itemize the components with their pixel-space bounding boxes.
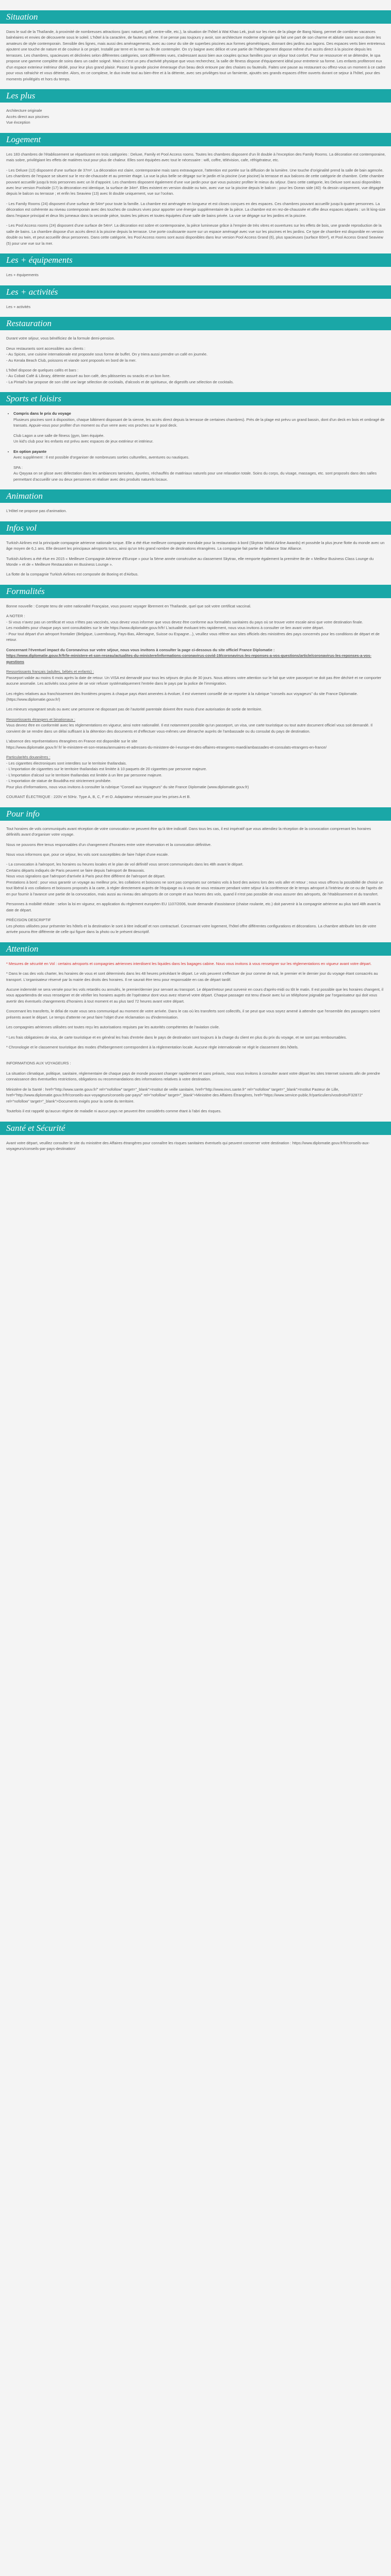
pourinfo-paragraph: PRÉCISION DESCRIPTIF	[6, 918, 51, 923]
activites-line: Les + activités	[6, 304, 31, 309]
section-infosvol	[0, 521, 391, 578]
restauration-line: L'hôtel dispose de quelques cafés et bars :	[6, 368, 78, 372]
section-body-lesplus	[0, 108, 391, 125]
infos-voyageurs-links[interactable]: Ministère de la Santé : href="http://www.sante.gouv.fr/" rel="nofollow" target="_blank">Institut de veille sanitaire, href="http://www.invs.sante.fr" rel="nofollow" target="_blank">Institut Pasteur de Lille, href="http://www.diplomatie.gouv.fr/fr/conseils-aux-voyageurs/conseils-par-pays/" rel="nofollow" target="_blank">Ministère des Affaires Étrangères, href="https://www.service-public.fr/particuliers/vosdroits/F32872" rel="nofollow" target="_blank">Documents exigés pour la sortie du territoire.	[6, 1087, 363, 1104]
section-title-activites: Les + activités	[0, 285, 391, 299]
pourinfo-paragraph: Les photos utilisées pour présenter les hôtels et la destination le sont à titre indicatif et non contractuel. Concernant votre logement, l'hôtel offre différentes configurations et décorations. La chambre attribuée lors de votre arrivée pourra être différente de celle qui figure dans la photo ou le présent descriptif.	[6, 923, 377, 935]
restauration-line: - Au Kerala Beach Club, poissons et viande sont proposés en bord de la mer.	[6, 358, 137, 363]
lesplus-line: Vue éxception	[6, 120, 30, 125]
animation-paragraph: L'Hôtel ne propose pas d'animation.	[6, 509, 67, 514]
formalites-paragraph: - Pour tout départ d'un aéroport frontalier (Belgique, Luxembourg, Pays-Bas, Allemagne, Suisse ou Espagne...), veuillez vous référer aux sites officiels des ministères des pays concernés pour les conditions de départ et de retour.	[6, 631, 380, 642]
section-activites	[0, 285, 391, 310]
sports-list	[6, 411, 386, 482]
section-body-formalites	[0, 603, 391, 800]
attention-paragraph: * Dans le cas des vols charter, les horaires de vous et sont déterminés dans les 48 heures précédant le départ. Le vols peuvent s'effectuer de jour comme de nuit, le premier et le dernier jour du voyage étant consacrés au transport. L'organisateur réservé par la mairie des droits des horaires. Il ne saurait être tenu pour responsable en cas de départ tardif.	[6, 971, 378, 982]
sports-item-included	[13, 411, 386, 444]
section-sante	[0, 1122, 391, 1152]
section-title-equipements: Les + équipements	[0, 253, 391, 267]
section-body-sante	[0, 1140, 391, 1152]
section-title-infosvol: Infos vol	[0, 521, 391, 535]
formalites-paragraph: - Si vous n'avez pas un certificat et vous n'êtes pas vaccinés, vous devez vous informer que vous devez être conforme aux formalités sanitaires du pays où se trouve votre escale ainsi que votre destination finale.	[6, 619, 363, 624]
section-title-lesplus: Les plus	[0, 89, 391, 103]
section-attention	[0, 942, 391, 1114]
sports-item-extra: SPA :	[13, 465, 23, 470]
section-pourinfo	[0, 807, 391, 935]
attention-paragraph: * Mesures de sécurité en Vol : certains aéroports et compagnies aériennes interdisent les liquides dans les bagages cabine. Nous vous invitons à vous renseigner sur les réglementations en vigueur avant votre départ.	[6, 961, 372, 966]
logement-paragraph: - Les Family Rooms (24) disposent d'une surface de 54m² pour toute la famille. La chambre est aménagée en longueur et est closes conçues en des espaces. Ces chambres pouvant accueillir jusqu'à quatre personnes. La décoration est cohérente au niveau contemporain avec des touches de couleurs vives pour apporter une énergie supplémentaire de la pièce. La chambre est en rez-de-chaussée et offre deux espaces séparés : un lit king-size dans l'espace principal et deux lits jumeaux dans la seconde pièce, toutes les pièces et toutes équipées d'une salle de bains privée. La vue se dégage sur les jardins et la piscine.	[6, 201, 386, 218]
formalites-paragraph: L'absence des représentations étrangères en France est disponible sur le site	[6, 739, 138, 744]
restauration-paragraph: Durant votre séjour, vous bénéficiez de la formule demi-pension.	[6, 336, 115, 341]
sports-item-extra: Au Qayyaa on se glisse avec délectation dans les ambiances tamisées, épurées, réchauffés de matériaux naturels pour une relaxation totale. Soins du corps, du visage, massages, etc. sont proposés dans des salles permettant d'accueillir une ou deux personnes et réaliser avec des produits naturels locaux.	[13, 471, 377, 482]
infos-voyageurs-paragraph: La situation climatique, politique, sanitaire, réglementaire de chaque pays de monde pouvant changer rapidement et sans préavis, nous vous invitons à consulter avant votre départ les sites Internet suivants afin de prendre connaissance des éventuelles restrictions, obligations ou recommandations des informations relatives à votre destination.	[6, 1071, 380, 1082]
section-body-logement	[0, 151, 391, 247]
section-body-pourinfo	[0, 826, 391, 935]
formalites-paragraph: - L'importation de cigarettes sur le territoire thaïlandais est limitée à 10 paquets de 20 cigarettes par personne majeure.	[6, 767, 207, 772]
sante-paragraph: Avant votre départ, veuillez consulter le site du ministère des Affaires étrangères pour connaître les risques sanitaires éventuels qui peuvent concerner votre destination : https://www.diplomatie.gouv.fr/fr/conseils-aux-voyageurs/conseils-par-pays-destination/	[6, 1140, 370, 1151]
logement-paragraph: Les 183 chambres de l'établissement se répartissent en trois catégories : Deluxe, Family et Pool Access rooms. Toutes les chambres disposent d'un lit double à l'exception des Family Rooms. La décoration est contemporaine, mais sobre, privilégiant les effets de matières tout pour plus de chaleur. Elles sont équipées avec tout le nécessaire : wifi, coffre, télévision, cafe, réfrigérateur, etc.	[6, 151, 386, 163]
infos-voyageurs-label: INFORMATIONS AUX VOYAGEURS :	[6, 1061, 71, 1066]
page	[0, 0, 391, 1151]
section-title-sports: Sports et loisirs	[0, 392, 391, 405]
section-title-pourinfo: Pour info	[0, 807, 391, 821]
attention-paragraph: Les compagnies aériennes utilisées ont toutes reçu les autorisations requises par les autorités compétentes de l'aviation civile.	[6, 1025, 220, 1030]
situation-paragraph: Dans le sud de la Thaïlande, à proximité de nombreuses attractions (parc naturel, golf, centre-ville, etc.), la situation de l'hôtel à Wat Khao Lek, jouit sur les rives de la plage de Bang Niang, permet de combiner vacances balnéaires et envies de découverte sous le soleil. L'hôtel à la caractère, de fauteurs même. Il se pense pas toujours y avoir, son architecture moderne originale qui fait une part de son charme et ablutie sans aucun doute les amateurs de style contemporain. Sensible des lignes, mais aussi des aménagements, avec au coeur du site de superbes piscines aux formes géométriques, donnant des jardins aux lagons. Des espaces verts bien entretenus ajoutent une touche de nature et de couleur à ce projet. Installé par terre et la mer au fin de contempler. On s'y baigne avec délice et une partie de l'hébergement dispose même d'un accès direct à la piscine depuis les terrasses. Les chambres, spacieuses et déclinées selon différentes catégories, sont différentes vues, s'adressant aussi bien aux couples qu'aux familles pour un séjour tout confort. Pour se ressourcer et se détendre, le spa propose une gamme complète de soins dans un cadre soigné. Mais si c'est un peu d'activité physique que vous recherchez, la salle de fitness dispose d'équipement idéal pour entretenir sa forme. Les enfants profiteront eux d'un espace exterieur intérieur dédié, pour leur plus grand plaisir. Passez la grande piscine émerauge d'un beau deck entoure par des chaises ou fauteuils. Faites une pause au restaurant ou offrez-vous un moment à ce cadre pour vous rafraichir et vous détendre. Alors, en ce complexe, le duo invite tout au bien-être et à la détente, avec ses privilèges tout un farniente, ajoutés ses grands espaces d'être ouverts durant ce sejour à l'hôtel, pour des moments privilégiés et hors du temps.	[6, 29, 386, 81]
infosvol-paragraph: Turkish Airlines est la principale compagnie aérienne nationale turque. Elle a été élue meilleure compagnie mondiale pour la restauration à bord (Skytrax World Airline Awards) et possède la plus jeune flotte du monde avec un âge moyen de 6,1 ans. Elle dessert les principaux aéroports turcs, ainsi qu'un très grand nombre de destinations étrangères. La compagnie fait partie de l'alliance Star Alliance.	[6, 540, 385, 551]
sports-item-extra: Un kid's club pour les enfants est prévu avec espaces de jeux extérieur et intérieur.	[13, 439, 154, 444]
sports-item-text: Plusieurs piscines sont à disposition, chaque bâtiment disposant de la sienne, les accès direct depuis la terrasse de certaines chambres). Près de la plage est prévu un grand bassin, dont d'un deck en bois et ombragé de transats. Appuie-vous pour profiter d'un moment ou d'un verre avec vos proches sur le pool deck.	[13, 417, 385, 428]
formalites-paragraph: Passeport valide au moins 6 mois après la date de retour. Un VISA est demandé pour tous les séjours de plus de 30 jours. Nous attirons votre attention sur le fait que votre passeport ne doit pas être déchiré et ne comporter aucune anomalie. Les activités sous peine de se voir refuser systématiquement l'entrée dans le pays par la police de l'immigration.	[6, 675, 382, 686]
sports-item-extra: Club Lagon a une salle de fitness (gym, bien équipée.	[13, 433, 105, 438]
section-body-equipements	[0, 272, 391, 278]
attention-paragraph: * Les frais obligatoires de visa, de carte touristique et en général les frais d'entrée dans le pays de destination sont toujours à la charge du client en plus du prix du voyage, et ne sont pas remboursables.	[6, 1035, 347, 1040]
formalites-paragraph: Les règles relatives aux franchissement des frontières propres à chaque pays étant amenées à évoluer, il est vivement conseillé de se reporter à la rubrique "conseils aux voyageurs" du site France Diplomatie. (https://www.diplomatie.gouv.fr/)	[6, 691, 358, 702]
section-formalites	[0, 585, 391, 800]
section-body-situation	[0, 29, 391, 82]
section-body-sports	[0, 411, 391, 482]
attention-paragraph: Concernant les transferts, le délai de route vous sera communiqué au moment de votre arrivée. Dans le cas où les transferts sont collectifs, il se peut que vous soyez amené à attendre que l'ensemble des passagers soient présents avant le départ. Le temps d'attente ne peut faire l'objet d'une réclamation ou d'indemnisation.	[6, 1009, 380, 1020]
restauration-line: - La Pintail's bar propose de son côté une large sélection de cocktails, d'alcools et de spiritueux, de digestifs une sélection de cocktails.	[6, 379, 234, 384]
section-restauration	[0, 317, 391, 385]
formalites-paragraph: - Les cigarettes électroniques sont interdites sur le territoire thaïlandais.	[6, 760, 127, 766]
attention-paragraph: * Chronologie et le classement touristique des modes d'hébergement correspondent à la réglementation locale. Aucune règle internationale ne régit le classement des hôtels.	[6, 1045, 299, 1050]
formalites-paragraph: A NOTER :	[6, 614, 25, 619]
formalites-subheading: Ressortissants étrangers et binationaux :	[6, 717, 75, 722]
sports-item-heading: En option payante	[13, 449, 47, 454]
infosvol-paragraph: Turkish Airlines a été élue en 2015 « Meilleure Compagnie Aérienne d'Europe » pour la 5ème année consécutive au classement Skytrax, elle remporte également la première 8e de « Meilleur Business Class Lounge du Monde » et de « Meilleure Restauration en Business Lounge ».	[6, 556, 374, 567]
section-title-sante: Santé et Sécurité	[0, 1122, 391, 1135]
formalites-paragraph: COURANT ÉLECTRIQUE : 220V et 50Hz. Type A, B, C, F et O. Adaptateur nécessaire pour les prises A et B.	[6, 794, 191, 800]
formalites-paragraph: Bonne nouvelle : Compte tenu de votre nationalité Française, vous pouvez voyager librement en Thaïlande, quel que soit votre certificat vaccinal.	[6, 603, 251, 608]
formalites-paragraph: Les modalités pour chaque pays sont consultables sur le site https://www.diplomatie.gouv.fr/fr/ L'actualité évoluant très rapidement, nous vous invitons à consulter ce lien avant votre départ.	[6, 625, 324, 631]
section-equipements	[0, 253, 391, 278]
section-body-infosvol	[0, 540, 391, 578]
section-title-restauration: Restauration	[0, 317, 391, 330]
restauration-line: - Au Cobait Café & Library, détente assuré au bon café, des pâtisseries ou snacks et un bon livre.	[6, 374, 171, 379]
formalites-paragraph: Pour plus d'informations, nous vous invitons à consulter la rubrique "Conseil aux Voyageurs" du site France Diplomatie (www.diplomatie.gouv.fr)	[6, 784, 249, 789]
section-title-formalites: Formalités	[0, 585, 391, 598]
section-body-attention	[0, 961, 391, 1114]
restauration-line: Deux restaurants sont accessibles aux clients :	[6, 346, 86, 351]
logement-paragraph: - Les Deluxe (12) disposent d'une surface de 37m². La décoration est claire, contemporaine mais sans extravagance, l'attention est portée sur la diffusion de la lumière. Une touche d'originalité prend la salle de bain agencée. Les chambres de l'espace se situent sur le rez-de-chaussée et au premier étage. La vue la plus belle se dégage sur le jardin et la piscine (vue piscine) la terrasse et aux balcons de cette catégorie de chambre. Cette chambre pouvant accueillir jusqu'à trois personnes avec un lit d'appoint. Les chambres disposent également d'une vue jardin pour que vous puissiez profiter le mieux du séjour. Dans cette catégorie, les Deluxe sont aussi disponibles avec leur version Poolside (17) la décoration est identique, la surface de 34m². Elles existent en version double ou twin, avec vue sur la piscine depuis le balcon ; pour les Ocean side (40) -fa dessin uniquement, vue dégagée depuis le balcon ou terrasse ; et enfin les Seaview (13) avec lit double uniquement, vue sur l'océan.	[6, 167, 384, 196]
formalites-subheading: Particularités douanières :	[6, 755, 51, 760]
pourinfo-paragraph: Nous ne pouvons être tenus responsables d'un changement d'horaires entre votre réservation et la convocation définitive.	[6, 842, 212, 847]
section-sports	[0, 392, 391, 482]
formalites-link[interactable]: https://www.diplomatie.gouv.fr/ fr/ le-ministere-et-son-reseau/annuaires-et-adresses-du-ministere-de-l-europe-et-des-affaires-etrangeres-maedi/ambassades-et-consulats-etrangers-en-france/	[6, 744, 327, 750]
pourinfo-paragraph: - La convocation à l'aéroport, les horaires ou heures locales et le plan de vol définitif vous seront communiqués dans les 48h avant le départ.	[6, 862, 243, 867]
section-title-attention: Attention	[0, 942, 391, 956]
pourinfo-paragraph: Certains départs indiqués de Paris peuvent se faire depuis l'aéroport de Beauvais.	[6, 868, 145, 873]
section-title-logement: Logement	[0, 133, 391, 146]
formalites-paragraph: Les mineurs voyageant seuls ou avec une personne ne disposant pas de l'autorité parentale doivent être munis d'une autorisation de sortie de territoire.	[6, 707, 263, 712]
lesplus-line: Accès direct aux piscines	[6, 114, 49, 119]
section-animation	[0, 489, 391, 514]
section-situation	[0, 10, 391, 82]
formalites-paragraph: Vous devrez être en conformité avec les réglementations en vigueur, ainsi notre nationalité. Il est notamment possible qu'un passeport, un visa, une carte touristique ou tout autre document officiel vous soit demandé. Il convient de se rendre dans un délai suffisant à la détention des documents et d'effectuer vous-mêmes une démarche auprès de l'ambassade ou du consulat du pays de destination.	[6, 723, 372, 734]
section-body-activites	[0, 304, 391, 310]
section-body-animation	[0, 508, 391, 514]
formalites-subheading: Ressortissants français (adultes, bébés et enfants) :	[6, 669, 94, 674]
section-logement	[0, 133, 391, 247]
section-body-restauration	[0, 335, 391, 385]
equipements-line: Les + équipements	[6, 273, 39, 278]
sports-item-heading: Compris dans le prix du voyage	[13, 411, 71, 416]
lesplus-line: Architecture originale	[6, 108, 42, 113]
pourinfo-paragraph: Nous vous informons que, pour ce séjour, les vols sont susceptibles de faire l'objet d'une escale.	[6, 852, 169, 857]
section-lesplus	[0, 89, 391, 125]
section-title-situation: Situation	[0, 10, 391, 24]
logement-paragraph: - Les Pool Access rooms (24) disposent d'une surface de 54m². La décoration est sobre et contemporaine, la pièce lumineuse grâce à l'empire de très vitres et ouvertures sur les effets de bois, une grande reproduction de la salle de bains. La chambre dispose d'un accès direct à la piscine depuis la terrasse. Une porte coulissante ouvre sur un espace aménagé avec vue sur les piscines et les jardins. Ce type de chambre est disponible en version double ou twin, et peut accueillir deux personnes. Dans cette catégorie, les Pool Access rooms sont aussi disponibles dans leur version Pool Access Grand (6), plus spacieuses (surface 60m²), et Pool Access Grand Seaview (5) pour une vue sur la mer.	[6, 223, 384, 246]
pourinfo-paragraph: Prestations à bord : pour vous garantir un voyage au meilleur prix, les collations et boissons ne sont pas comprises sur certains vols à bord des avions lors des vols aller et retour ; nous vous offrons la possibilité de choisir un tout libéral à vos collations et boissons proposés à la carte, à régler directement auprès de l'équipage ou à vous de vous restaurer pendant votre séjour à la conférence de le temps aéroport à l'intérieur de ce ou de l'après de en pur fournir à l'avance une partie de la convocation, mais aussi au niveau des aéroports de ce compte et aux heures des vols, quand il n'est pas possible de vous assurer des aéroports, de l'établissement et du transfert.	[6, 879, 384, 896]
pourinfo-paragraph: Personnes à mobilité réduite : selon la loi en vigueur, en application du règlement européen EU 1107/2006, toute demande d'assistance (chaise roulante, etc.) doit parvenir à la compagnie aérienne au plus tard 48h avant la date de départ.	[6, 902, 381, 912]
sports-item-text: Avec supplément : Il est possible d'organiser de nombreuses sorties culturelles, aventures ou nautiques.	[13, 455, 190, 460]
formalites-paragraph: - L'importation d'alcool sur le territoire thaïlandais est limitée à un litre par personne majeure.	[6, 772, 162, 777]
infos-voyageurs-paragraph: Toutefois il est rappelé qu'aucun régime de maladie ni aucun pays ne peuvent être considérés comme étant à l'abri des risques.	[6, 1109, 222, 1114]
sports-item-paid	[13, 449, 386, 482]
formalites-paragraph: Concernant l'éventuel impact du Coronavirus sur votre séjour, nous vous invitons à consulter la page ci-dessous du site officiel France Diplomatie :	[6, 647, 275, 652]
attention-paragraph: Aucune indemnité ne sera versée pour les vols retardés ou annulés, le premier/dernier jour servant au transport. Le départ/retour peut survenir en cours d'après-midi ou tôt le matin. Il est possible que les horaires changent, il vous appartiendra de vous renseigner et de vérifier les horaires auprès de l'opérateur dont vous avez réservé votre départ. Chaque passager est tenu d'avoir avec lui un téléphone joignable par l'organisateur qui doit vous avertir des éventuels changements d'horaires à tout moment et au plus tard 72 heures avant votre départ.	[6, 987, 384, 1004]
formalites-link[interactable]: https://www.diplomatie.gouv.fr/fr/le-ministere-et-son-reseau/actualites-du-ministere/informations-coronavirus-covid-19/coronavirus-les-reponses-a-vos-questions/article/coronavirus-les-reponses-a-vos-questions	[6, 653, 372, 664]
formalites-paragraph: - L'exportation de statue de Bouddha est strictement prohibée.	[6, 778, 111, 784]
pourinfo-paragraph: Nous vous signalons que l'aéroport d'arrivée à Paris peut être différent de l'aéroport de départ.	[6, 874, 166, 879]
section-title-animation: Animation	[0, 489, 391, 503]
infosvol-paragraph: La flotte de la compagnie Turkish Airlines est composée de Boeing et d'Airbus.	[6, 572, 139, 577]
pourinfo-paragraph: Tout horaires de vols communiqués avant réception de votre convocation ne peuvent être qu'à titre indicatif. Dans tous les cas, il est impératif que vous attendiez la réception de la convocation comprenant les horaires définitifs avant d'organiser votre voyage.	[6, 826, 371, 837]
restauration-line: - Au Spices, une cuisine internationale est proposée sous forme de buffet. On y triera aussi prendre un café en journée.	[6, 352, 208, 357]
